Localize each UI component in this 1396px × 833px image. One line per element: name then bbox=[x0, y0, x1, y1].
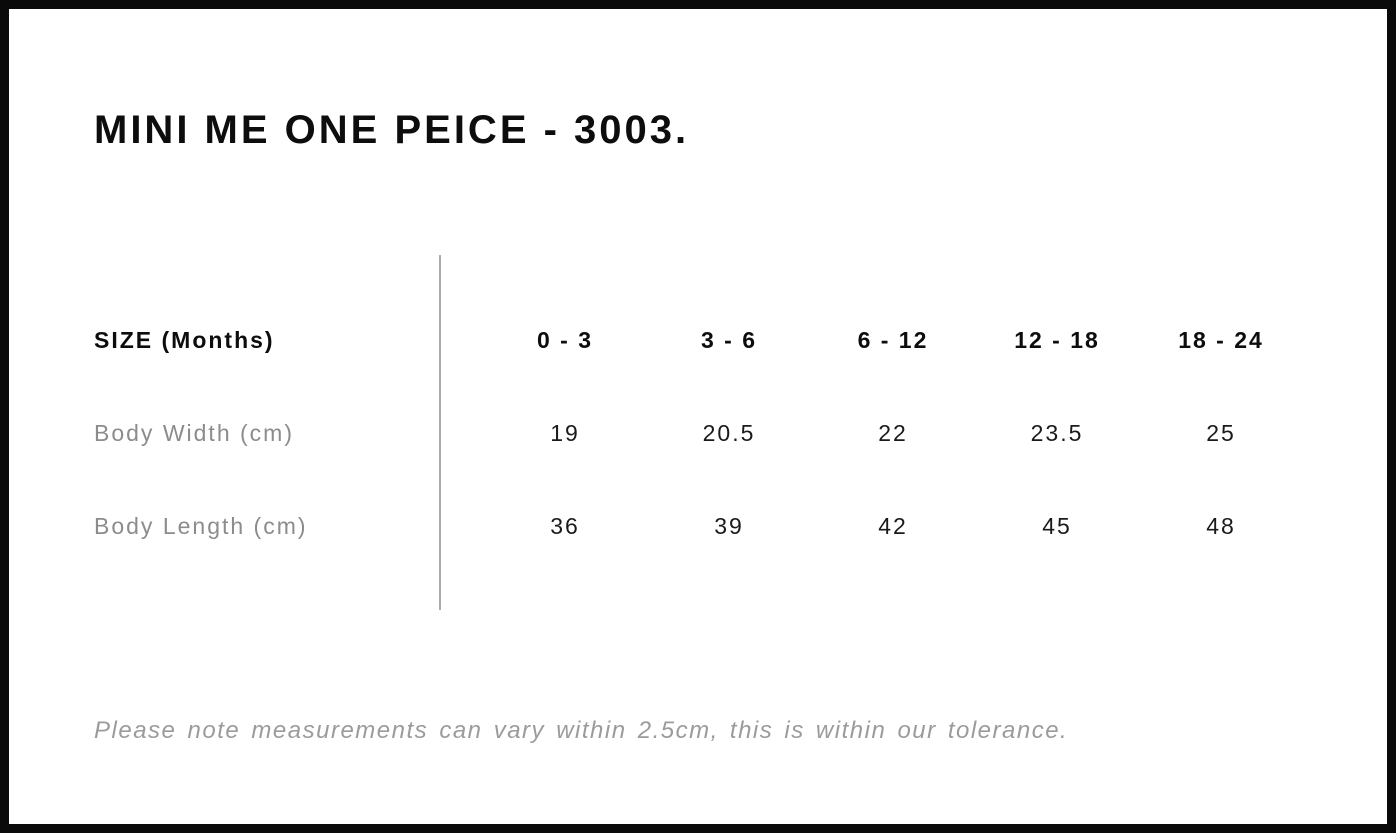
size-table bbox=[94, 294, 1303, 573]
tolerance-note: Please note measurements can vary within 2.5cm, this is within our tolerance. bbox=[94, 717, 1069, 744]
body-width-value-18-24: 25 bbox=[1206, 420, 1236, 446]
body-length-value-18-24: 48 bbox=[1206, 513, 1236, 539]
body-width-value-12-18: 23.5 bbox=[1030, 420, 1084, 446]
size-column-header-18-24: 18 - 24 bbox=[1178, 327, 1264, 353]
page-title: MINI ME ONE PEICE - 3003. bbox=[94, 108, 690, 152]
size-column-header-6-12: 6 - 12 bbox=[857, 327, 929, 353]
body-width-value-3-6: 20.5 bbox=[702, 420, 756, 446]
size-column-header-3-6: 3 - 6 bbox=[700, 327, 758, 353]
size-column-header-12-18: 12 - 18 bbox=[1014, 327, 1100, 353]
body-length-value-0-3: 36 bbox=[550, 513, 580, 539]
body-width-value-6-12: 22 bbox=[878, 420, 908, 446]
row-label-body-length: Body Length (cm) bbox=[94, 513, 308, 539]
body-length-value-6-12: 42 bbox=[878, 513, 908, 539]
body-width-value-0-3: 19 bbox=[550, 420, 580, 446]
body-length-value-3-6: 39 bbox=[714, 513, 744, 539]
row-label-body-width: Body Width (cm) bbox=[94, 420, 294, 446]
size-column-header-0-3: 0 - 3 bbox=[536, 327, 594, 353]
body-length-value-12-18: 45 bbox=[1042, 513, 1072, 539]
size-table-header-label: SIZE (Months) bbox=[94, 327, 275, 353]
